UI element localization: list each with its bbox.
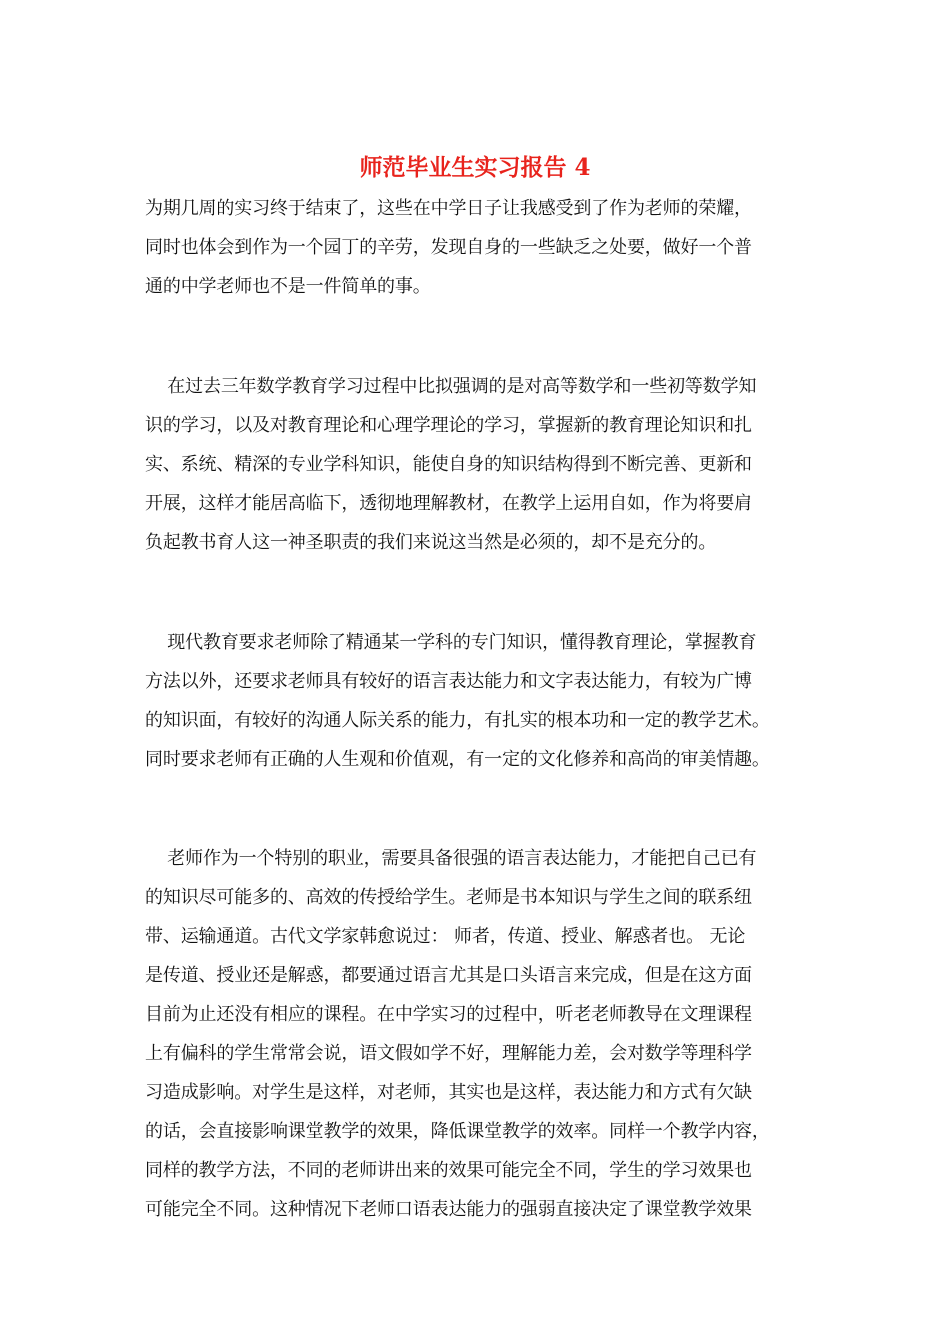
paragraph-3-line-4: 同时要求老师有正确的人生观和价值观，有一定的文化修养和高尚的审美情趣。 (145, 749, 770, 770)
paragraph-4-line-6: 上有偏科的学生常常会说，语文假如学不好，理解能力差，会对数学等理科学 (145, 1043, 752, 1064)
paragraph-4-line-3: 带、运输通道。古代文学家韩愈说过： 师者，传道、授业、解惑者也。 无论 (145, 926, 746, 947)
paragraph-4-line-8: 的话，会直接影响课堂教学的效果，降低课堂教学的效率。同样一个教学内容， (145, 1121, 770, 1142)
paragraph-2-line-5: 负起教书育人这一神圣职责的我们来说这当然是必须的，却不是充分的。 (145, 532, 717, 553)
paragraph-4-line-9: 同样的教学方法，不同的老师讲出来的效果可能完全不同，学生的学习效果也 (145, 1160, 752, 1181)
paragraph-2-line-4: 开展，这样才能居高临下，透彻地理解教材，在教学上运用自如，作为将要肩 (145, 493, 752, 514)
paragraph-2-line-3: 实、系统、精深的专业学科知识，能使自身的知识结构得到不断完善、更新和 (145, 454, 752, 475)
paragraph-3-line-2: 方法以外，还要求老师具有较好的语言表达能力和文字表达能力，有较为广博 (145, 671, 752, 692)
paragraph-1-line-3: 通的中学老师也不是一件简单的事。 (145, 276, 431, 297)
paragraph-4-line-5: 目前为止还没有相应的课程。在中学实习的过程中，听老老师教导在文理课程 (145, 1004, 752, 1025)
paragraph-4-line-1: 老师作为一个特别的职业，需要具备很强的语言表达能力，才能把自己已有 (145, 848, 757, 869)
paragraph-3-line-3: 的知识面，有较好的沟通人际关系的能力，有扎实的根本功和一定的教学艺术。 (145, 710, 770, 731)
paragraph-4-line-7: 习造成影响。对学生是这样，对老师，其实也是这样，表达能力和方式有欠缺 (145, 1082, 752, 1103)
paragraph-1-line-1: 为期几周的实习终于结束了，这些在中学日子让我感受到了作为老师的荣耀， (145, 198, 752, 219)
paragraph-1-line-2: 同时也体会到作为一个园丁的辛劳，发现自身的一些缺乏之处要，做好一个普 (145, 237, 752, 258)
paragraph-4-line-10: 可能完全不同。这种情况下老师口语表达能力的强弱直接决定了课堂教学效果 (145, 1199, 752, 1220)
paragraph-2-line-2: 识的学习，以及对教育理论和心理学理论的学习，掌握新的教育理论知识和扎 (145, 415, 752, 436)
paragraph-3-line-1: 现代教育要求老师除了精通某一学科的专门知识，懂得教育理论，掌握教育 (145, 632, 757, 653)
document-title: 师范毕业生实习报告 4 (359, 154, 591, 181)
paragraph-2-line-1: 在过去三年数学教育学习过程中比拟强调的是对高等数学和一些初等数学知 (145, 376, 757, 397)
paragraph-4-line-4: 是传道、授业还是解惑，都要通过语言尤其是口头语言来完成，但是在这方面 (145, 965, 752, 986)
paragraph-4-line-2: 的知识尽可能多的、高效的传授给学生。老师是书本知识与学生之间的联系纽 (145, 887, 752, 908)
